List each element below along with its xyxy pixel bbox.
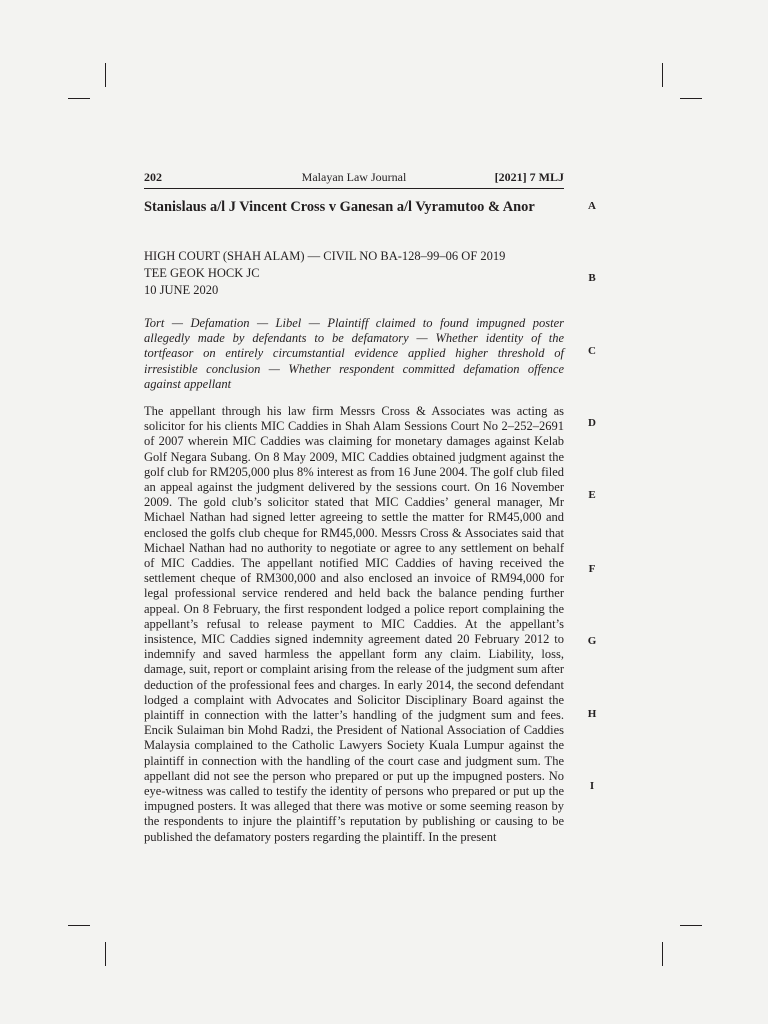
crop-mark — [105, 63, 106, 87]
catchwords: Tort — Defamation — Libel — Plaintiff claimed to found impugned poster allegedly made by defendants to be defamatory — Whether identity of the tortfeasor on entirely circumstantial evidence applied higher threshold of irresistible conclusion — Whether respondent committed defamation offence against appellant — [144, 316, 564, 391]
margin-marker: B — [588, 272, 596, 284]
judge-name: TEE GEOK HOCK JC — [144, 266, 260, 280]
page-number: 202 — [144, 170, 162, 184]
margin-marker: C — [588, 345, 596, 357]
journal-name: Malayan Law Journal — [301, 170, 407, 184]
crop-mark — [680, 925, 702, 926]
court-info — [144, 248, 564, 299]
crop-mark — [68, 98, 90, 99]
header-rule — [144, 188, 564, 189]
citation: [2021] 7 MLJ — [494, 170, 564, 184]
margin-marker: H — [587, 708, 597, 720]
margin-marker: A — [588, 200, 596, 212]
margin-marker: D — [588, 417, 596, 429]
case-title: Stanislaus a/l J Vincent Cross v Ganesan a/l Vyramutoo & Anor — [144, 199, 535, 215]
crop-mark — [680, 98, 702, 99]
crop-mark — [68, 925, 90, 926]
court-name: HIGH COURT (SHAH ALAM) — CIVIL NO BA-128–99–06 OF 2019 — [144, 249, 506, 263]
margin-marker: E — [588, 489, 596, 501]
headnote-body: The appellant through his law firm Messrs Cross & Associates was acting as solicitor for his clients MIC Caddies in Shah Alam Sessions Court No 2–252–2691 of 2007 wherein MIC Caddies was claiming for monetary damages against Kelab Golf Negara Subang. On 8 May 2009, MIC Caddies obtained judgment against the golf club for RM205,000 plus 8% interest as from 16 June 2004. The golf club filed an appeal against the judgment delivered by the sessions court. On 16 November 2009. The gold club’s solicitor stated that MIC Caddies’ general manager, Mr Michael Nathan had signed letter agreeing to settle the matter for RM45,000 and enclosed the golfs club cheque for RM45,000. Messrs Cross & Associates said that Michael Nathan had no authority to negotiate or agree to any settlement on behalf of MIC Caddies. The appellant notified MIC Caddies of having received the settlement cheque of RM300,000 and also enclosed an invoice of RM94,000 for legal professional service rendered and held back the balance pending further appeal. On 8 February, the first respondent lodged a police report complaining the appellant’s refusal to release payment to MIC Caddies. At the appellant’s insistence, MIC Caddies signed indemnity agreement dated 20 February 2012 to indemnify and saved harmless the appellant form any claim. Liability, loss, damage, suit, report or complaint arising from the release of the judgment sum after deduction of the professional fees and charges. In early 2014, the second defendant lodged a complaint with Advocates and Solicitor Disciplinary Board against the plaintiff in connection with the latter’s handling of the judgment sum and fees. Encik Sulaiman bin Mohd Radzi, the President of National Association of Caddies Malaysia complained to the Catholic Lawyers Society Kuala Lumpur against the plaintiff in connection with the handling of the court case and judgment sum. The appellant did not see the person who prepared or put up the impugned posters. No eye-witness was called to testify the identity of persons who prepared or put up the impugned posters. It was alleged that there was motive or some seeming reason by the respondents to injure the plaintiff’s reputation by publishing or causing to be published the defamatory posters regarding the plaintiff. In the present — [144, 404, 564, 844]
margin-marker: G — [587, 635, 597, 647]
crop-mark — [662, 63, 663, 87]
margin-marker: I — [589, 780, 595, 792]
crop-mark — [662, 942, 663, 966]
margin-marker: F — [588, 563, 596, 575]
crop-mark — [105, 942, 106, 966]
judgment-date: 10 JUNE 2020 — [144, 283, 219, 297]
running-header — [144, 170, 564, 186]
